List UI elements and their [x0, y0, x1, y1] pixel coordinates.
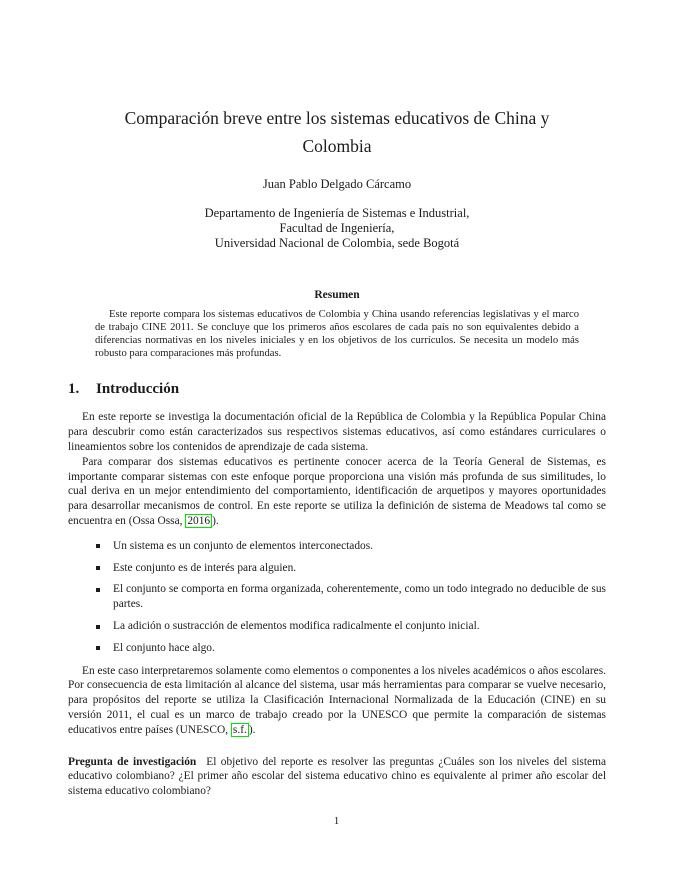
bullet-marker-icon [96, 566, 100, 570]
list-item-text: Un sistema es un conjunto de elementos interconectados. [113, 539, 374, 552]
paragraph-text: En este caso interpretaremos solamente como elementos o componentes a los niveles académicos o años escolares. Por consecuencia de esta limitación al alcance del sistema, usar más herramientas para comparar se vuelve necesario, para propósitos del reporte se utiliza la Clasificación Internacional Normalizada de la Educación (CINE) en su versión 2011, el cual es un marco de trabajo creado por la UNESCO que permite la comparación de sistemas educativos entre países (UNESCO, [68, 664, 606, 736]
list-item [96, 641, 606, 656]
intro-paragraph-1: En este reporte se investiga la documentación oficial de la República de Colombia y la República Popular China para descubrir como están caracterizados sus respectivos sistemas educativos, así como estándares curriculares o lineamientos sobre los contenidos de aprendizaje de cada sistema. [68, 411, 606, 454]
citation-link-ossa-2016[interactable]: 2016 [187, 515, 211, 528]
bullet-marker-icon [96, 544, 100, 548]
research-question-text: El objetivo del reporte es resolver las preguntas ¿Cuáles son los niveles del sistema educativo colombiano? ¿El primer año escolar del sistema educativo chino es equivalente al primer año escolar del sistema educativo colombiano? [68, 755, 606, 798]
paper-title: Comparación breve entre los sistemas educativos de China y Colombia [124, 108, 550, 156]
research-question-paragraph [68, 755, 606, 799]
list-item-text: El conjunto se comporta en forma organizada, coherentemente, como un todo integrado no deducible de sus partes. [113, 583, 606, 611]
list-item [96, 561, 606, 576]
list-item-text: El conjunto hace algo. [113, 641, 215, 654]
system-definition-list [68, 539, 606, 656]
page-number: 1 [333, 815, 340, 827]
author-name: Juan Pablo Delgado Cárcamo [262, 177, 412, 191]
intro-paragraph-2 [68, 455, 606, 529]
bullet-marker-icon [96, 625, 100, 629]
section-number: 1. [68, 381, 80, 397]
section-title-text: Introducción [96, 381, 180, 397]
abstract-text: Este reporte compara los sistemas educativos de Colombia y China usando referencias legislativas y el marco de trabajo CINE 2011. Se concluye que los primeros años escolares de cada país no son equivalentes debido a diferencias normativas en los niveles iniciales y en los objetivos de los currículos. Se necesita un modelo más robusto para comparaciones más profundas. [95, 309, 579, 359]
affiliation-line: Facultad de Ingeniería, [279, 221, 395, 235]
section-heading-introduction [68, 381, 606, 398]
paragraph-text: ). [248, 723, 256, 736]
list-item-text: Este conjunto es de interés para alguien. [113, 561, 297, 574]
intro-paragraph-3 [68, 664, 606, 738]
affiliation-line: Departamento de Ingeniería de Sistemas e Industrial, [204, 206, 470, 220]
list-item [96, 539, 606, 554]
citation-link-unesco[interactable]: s.f. [232, 723, 247, 736]
list-item [96, 582, 606, 612]
bullet-marker-icon [96, 646, 100, 650]
affiliation-block [68, 206, 606, 251]
affiliation-line: Universidad Nacional de Colombia, sede Bogotá [214, 236, 460, 250]
research-question-label: Pregunta de investigación [68, 755, 197, 768]
abstract-heading: Resumen [314, 289, 360, 301]
paragraph-text: Para comparar dos sistemas educativos es pertinente conocer acerca de la Teoría General de Sistemas, es importante comparar sistemas con este enfoque porque proporciona una visión más profunda de sus similitudes, lo cual deriva en un mejor entendimiento del comportamiento, identificación de arquetipos y mayores oportunidades para desarrollar mecanismos de control. En este reporte se utiliza la definición de sistema de Meadows tal como se encuentra en (Ossa Ossa, [68, 455, 606, 528]
paragraph-text: ). [212, 515, 219, 528]
bullet-marker-icon [96, 588, 100, 592]
list-item [96, 619, 606, 634]
list-item-text: La adición o sustracción de elementos modifica radicalmente el conjunto inicial. [113, 620, 480, 632]
